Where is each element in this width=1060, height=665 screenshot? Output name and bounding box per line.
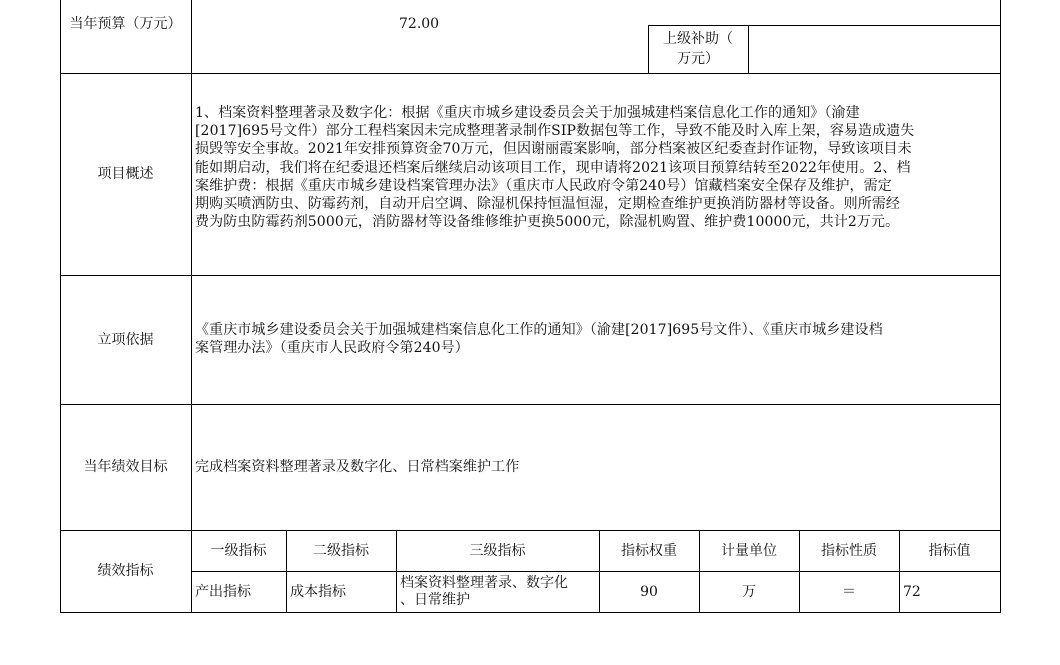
- overview-label: 项目概述: [97, 166, 154, 182]
- row-unit: 万: [742, 583, 756, 600]
- header-nature: 指标性质: [821, 542, 877, 559]
- overview-text: 1、档案资料整理著录及数字化：根据《重庆市城乡建设委员会关于加强城建档案信息化工作的通知》（渝建 [2017]695号文件）部分工程档案因未完成整理著录制作SIP数据包等工作，导致不能及时入库上架，容易造成遗失 损毁等安全事故。2021年安排预算资金70万元，但因谢丽霞案影响，部分档案被区纪委查封作证物，导致该项目未 能如期启动，我们将在纪委退还档案后继续启动该项目工作，现申请将2021该项目预算结转至2022年使用。2、档 案维护费：根据《重庆市城乡建设档案管理办法》（重庆市人民政府令第240号）馆藏档案安全保存及维护，需定 期购买喷洒防虫、防霉药剂，自动开启空调、除湿机保持恒温恒湿，定期检查维护更换消防器材等设备。则所需经 费为防虫防霉药剂5000元，消防器材等设备维修维护更换5000元，除湿机购置、维护费10000元，共计2万元。: [195, 105, 915, 231]
- budget-value: 72.00: [399, 16, 440, 32]
- row-nature: ＝: [842, 583, 856, 600]
- header-level3: 三级指标: [469, 542, 526, 559]
- annual-goal-text: 完成档案资料整理著录及数字化、日常档案维护工作: [195, 459, 520, 475]
- row-weight: 90: [640, 583, 658, 600]
- header-weight: 指标权重: [621, 542, 677, 559]
- row-line: [60, 612, 1001, 613]
- row-line: [60, 275, 1001, 276]
- header-level2: 二级指标: [313, 542, 369, 559]
- header-level1: 一级指标: [210, 542, 267, 559]
- basis-label: 立项依据: [97, 331, 154, 348]
- annual-goal-label: 当年绩效目标: [83, 459, 168, 475]
- col-line: [1000, 0, 1001, 613]
- row-line: [60, 73, 1001, 74]
- header-unit: 计量单位: [721, 542, 777, 559]
- budget-label: 当年预算（万元）: [69, 16, 182, 32]
- indicators-label: 绩效指标: [97, 563, 154, 579]
- subsidy-value: [748, 25, 1000, 73]
- basis-text: 《重庆市城乡建设委员会关于加强城建档案信息化工作的通知》（渝建[2017]695号文件）、《重庆市城乡建设档 案管理办法》（重庆市人民政府令第240号）: [195, 322, 883, 357]
- row-level3: 档案资料整理著录、数字化 、日常维护: [400, 574, 568, 608]
- row-value: 72: [903, 583, 921, 600]
- row-level2: 成本指标: [290, 583, 346, 600]
- subsidy-label: 上级补助（ 万元）: [663, 31, 733, 67]
- row-level1: 产出指标: [195, 583, 251, 600]
- header-value: 指标值: [928, 542, 971, 559]
- row-line: [60, 404, 1001, 405]
- col-line: [191, 0, 192, 613]
